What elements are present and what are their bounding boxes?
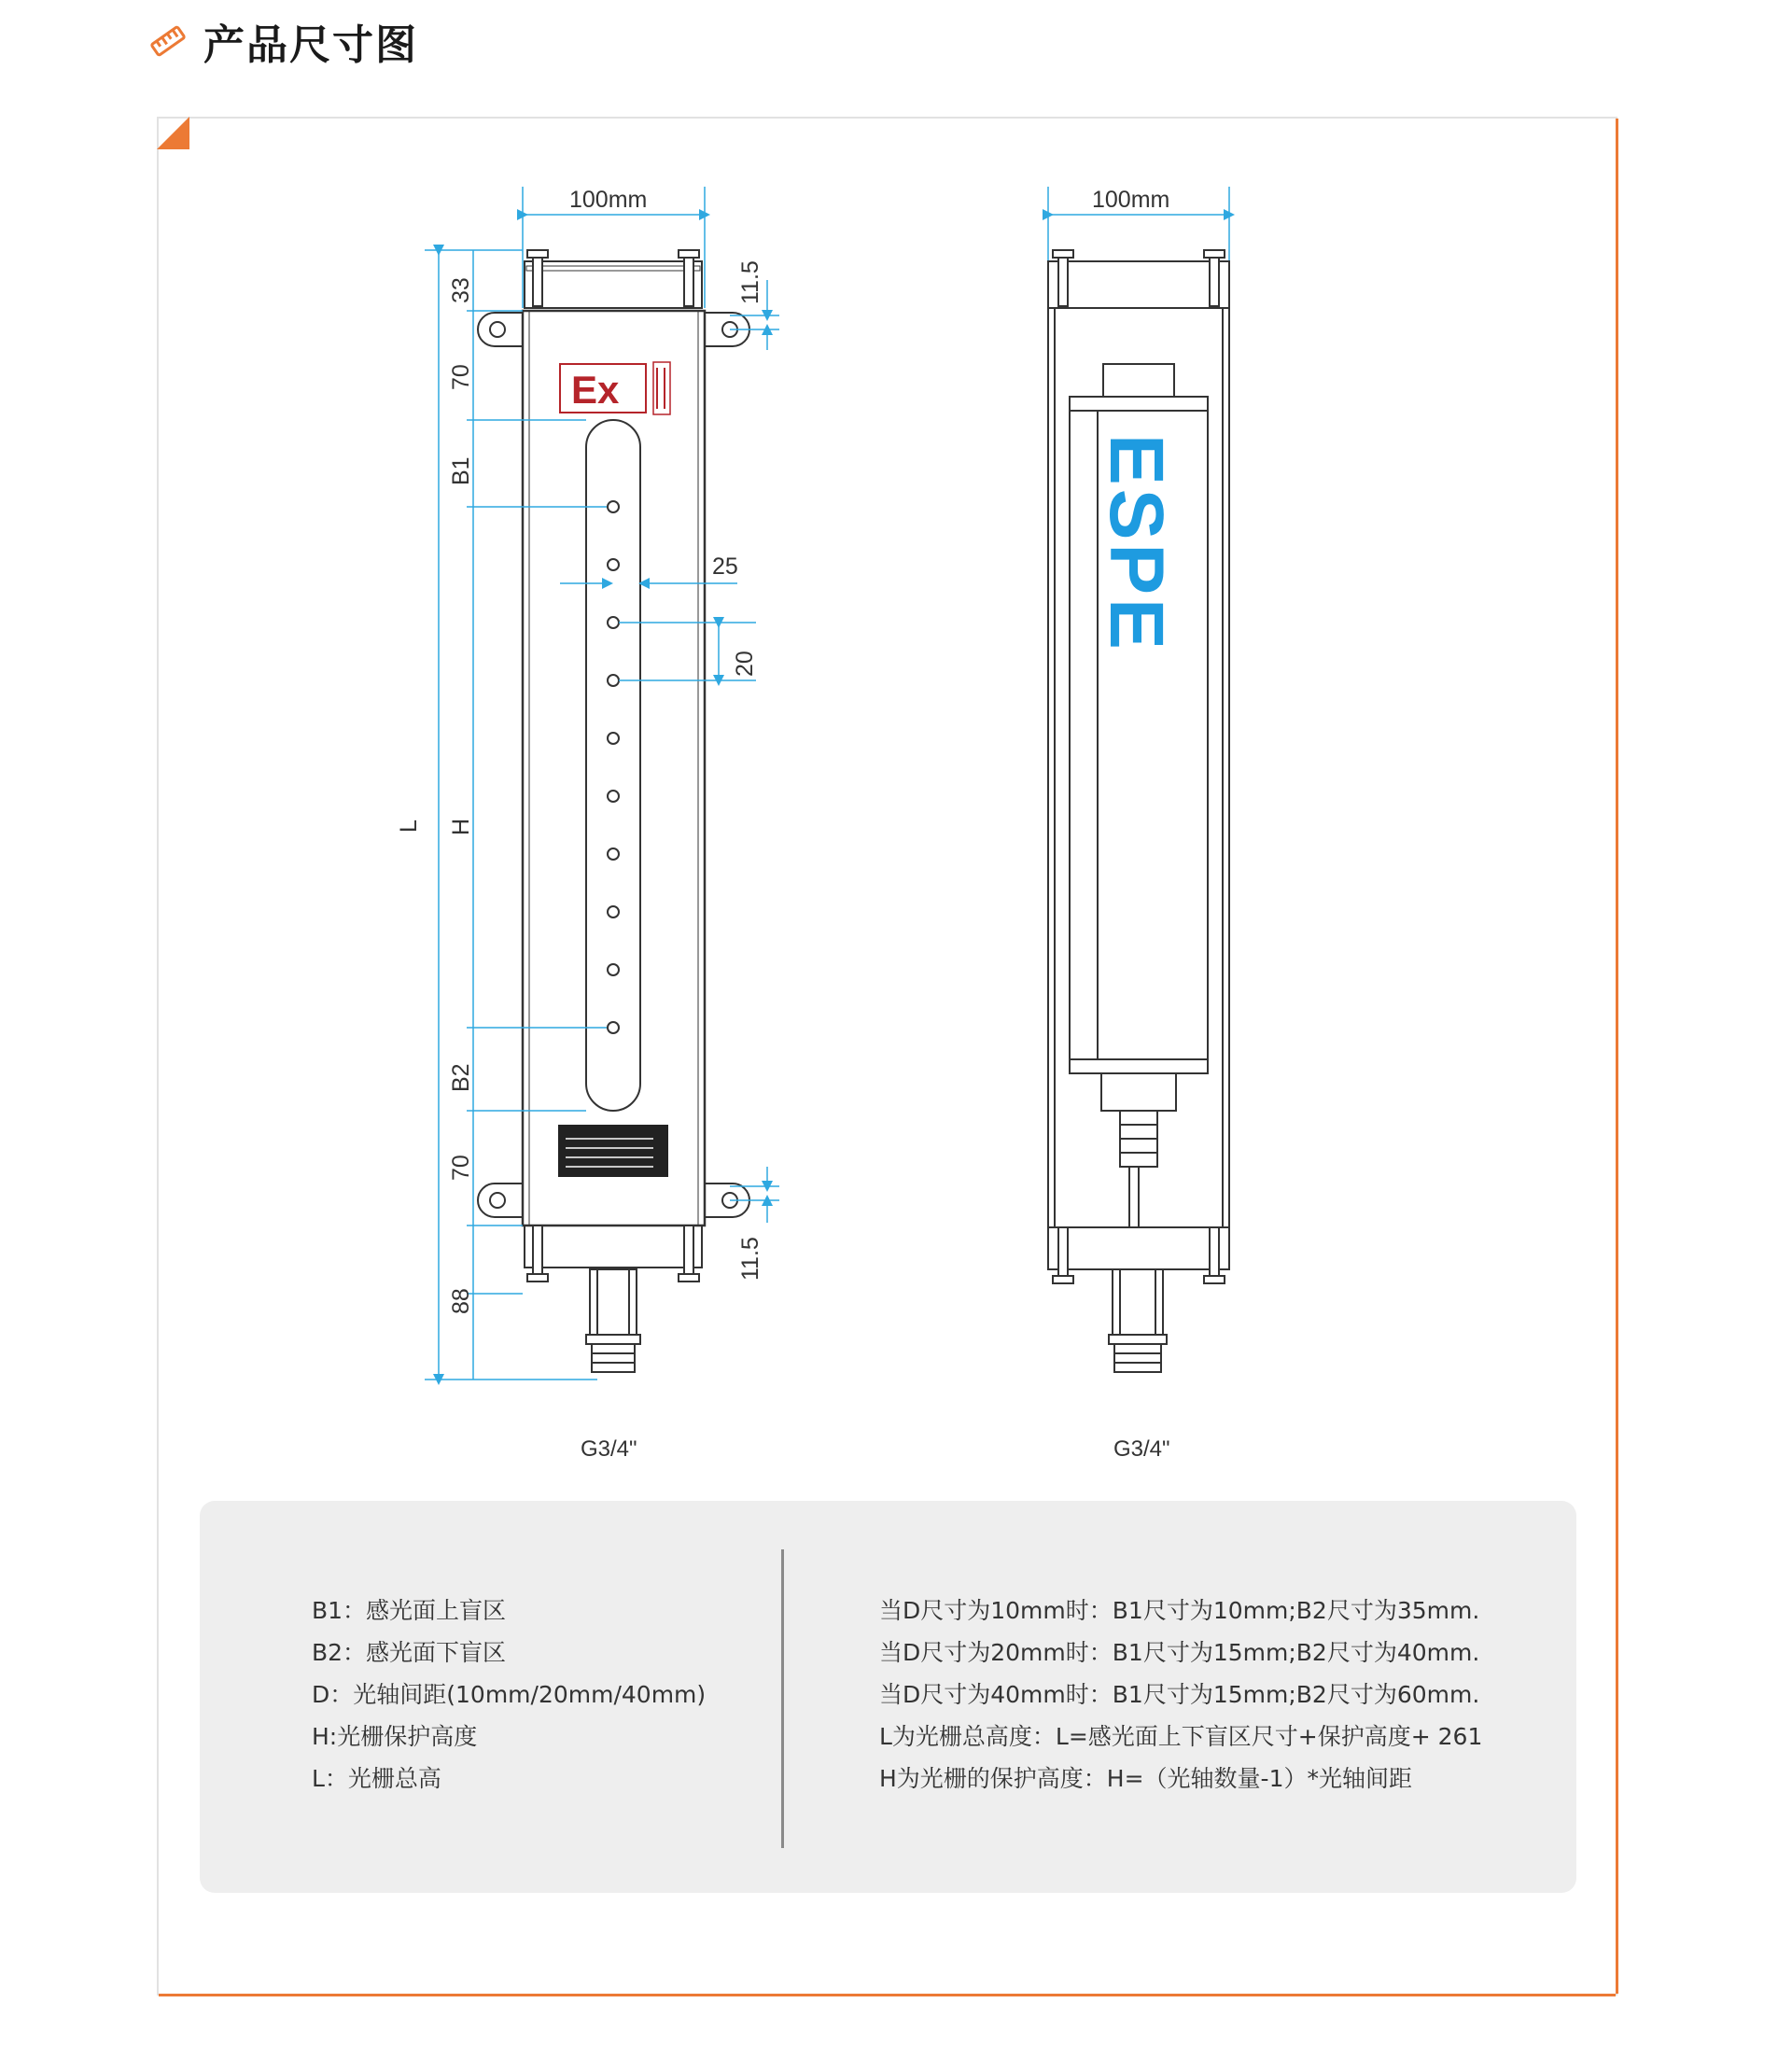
left-view: [396, 187, 779, 1462]
legend-l: L：光栅总高: [312, 1765, 441, 1792]
dim-l: L: [396, 819, 422, 833]
dim-beam-offset: 25: [712, 553, 738, 580]
rule-l-formula: L为光栅总高度：L=感光面上下盲区尺寸+保护高度+ 261: [879, 1723, 1483, 1750]
left-caption: G3/4": [581, 1436, 637, 1462]
dim-bolt-bottom: 11.5: [737, 1237, 763, 1281]
notes-rules: [879, 1590, 1482, 1800]
rule-d10: 当D尺寸为10mm时：B1尺寸为10mm;B2尺寸为35mm.: [879, 1597, 1480, 1624]
legend-h: H:光栅保护高度: [312, 1723, 478, 1750]
dim-h: H: [448, 818, 474, 835]
right-width-label: 100mm: [1092, 187, 1170, 213]
dim-bottom-70: 70: [448, 1155, 474, 1181]
notes-legend: [312, 1590, 706, 1800]
notes-divider: [781, 1549, 784, 1848]
notes-panel: [200, 1501, 1576, 1893]
espe-logo: ESPE: [1094, 434, 1179, 653]
dim-b1: B1: [448, 456, 474, 485]
ex-mark: Ex: [571, 368, 620, 412]
dim-bolt-top: 11.5: [737, 260, 763, 304]
dim-b2: B2: [448, 1063, 474, 1092]
right-caption: G3/4": [1113, 1436, 1170, 1462]
rule-h-formula: H为光栅的保护高度：H=（光轴数量-1）*光轴间距: [879, 1765, 1412, 1792]
rule-d40: 当D尺寸为40mm时：B1尺寸为15mm;B2尺寸为60mm.: [879, 1681, 1480, 1708]
nameplate: [558, 1125, 668, 1177]
dim-top-70: 70: [448, 364, 474, 390]
page-title: 产品尺寸图: [203, 21, 418, 69]
dim-88: 88: [448, 1288, 474, 1314]
rule-d20: 当D尺寸为20mm时：B1尺寸为15mm;B2尺寸为40mm.: [879, 1639, 1480, 1666]
legend-d: D：光轴间距(10mm/20mm/40mm): [312, 1681, 707, 1708]
legend-b2: B2：感光面下盲区: [312, 1639, 507, 1666]
legend-b1: B1：感光面上盲区: [312, 1597, 507, 1624]
right-view: [1048, 187, 1229, 1462]
left-width-label: 100mm: [569, 187, 648, 213]
dim-beam-spacing: 20: [732, 651, 758, 677]
dim-33: 33: [448, 277, 474, 303]
